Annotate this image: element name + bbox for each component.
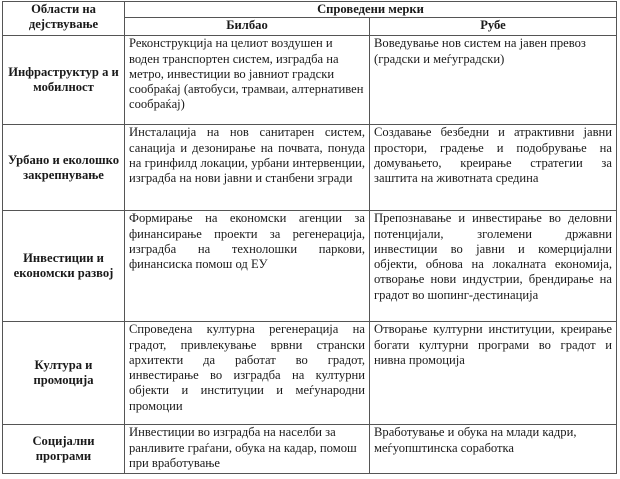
measures-table xyxy=(2,1,617,474)
roubaix-cell: Отворање културни институции, креирање богати културни програми во градот и нивна промоција xyxy=(370,322,617,425)
roubaix-cell: Создавање безбедни и атрактивни јавни простори, градење и подобрување на домувањето, креирање стратегии за заштита на животната средина xyxy=(370,125,617,211)
areas-header-cell xyxy=(3,2,125,36)
areas-header-line1: Области на xyxy=(31,2,96,16)
area-cell-infrastructure: Инфраструктур а и мобилност xyxy=(3,36,125,125)
roubaix-header: Рубе xyxy=(370,18,617,36)
roubaix-cell: Воведување нов систем на јавен превоз (градски и меѓуградски) xyxy=(370,36,617,125)
measures-header: Спроведени мерки xyxy=(125,2,617,18)
bilbao-cell: Реконструкција на целиот воздушен и воден транспортен систем, изградба на метро, инвестиции во јавниот градски сообраќај (автобуси, трамваи, алтернативен сообраќај) xyxy=(125,36,370,125)
bilbao-cell: Спроведена културна регенерација на градот, привлекување врвни странски архитекти да работат во градот, инвестирање во изградба на културни објекти и институции и меѓународни промоции xyxy=(125,322,370,425)
table-row xyxy=(3,322,617,425)
bilbao-header: Билбао xyxy=(125,18,370,36)
area-cell-culture: Култура и промоција xyxy=(3,322,125,425)
table-row xyxy=(3,125,617,211)
area-cell-urban: Урбано и еколошко закрепнување xyxy=(3,125,125,211)
table-row xyxy=(3,425,617,474)
table-row xyxy=(3,211,617,322)
table-header-row xyxy=(3,2,617,18)
table-row xyxy=(3,36,617,125)
area-cell-investment: Инвестиции и економски развој xyxy=(3,211,125,322)
roubaix-cell: Вработување и обука на млади кадри, меѓуопштинска соработка xyxy=(370,425,617,474)
areas-header-line2: дејствување xyxy=(28,17,99,32)
bilbao-cell: Инвестиции во изградба на населби за ранливите граѓани, обука на кадар, помош при вработување xyxy=(125,425,370,474)
roubaix-cell: Препознавање и инвестирање во деловни потенцијали, зголемени државни инвестиции во јавни и комерцијални објекти, обнова на локалната економија, отворање нови индустрии, брендирање на градот во шопинг-дестинација xyxy=(370,211,617,322)
area-cell-social: Социјални програми xyxy=(3,425,125,474)
bilbao-cell: Инсталација на нов санитарен систем, санација и дезонирање на почвата, понуда на гринфилд локации, урбани интервенции, изградба на нови јавни и станбени згради xyxy=(125,125,370,211)
bilbao-cell: Формирање на економски агенции за финансирање проекти за регенерација, изградба на технолошки паркови, финансиска помош од ЕУ xyxy=(125,211,370,322)
